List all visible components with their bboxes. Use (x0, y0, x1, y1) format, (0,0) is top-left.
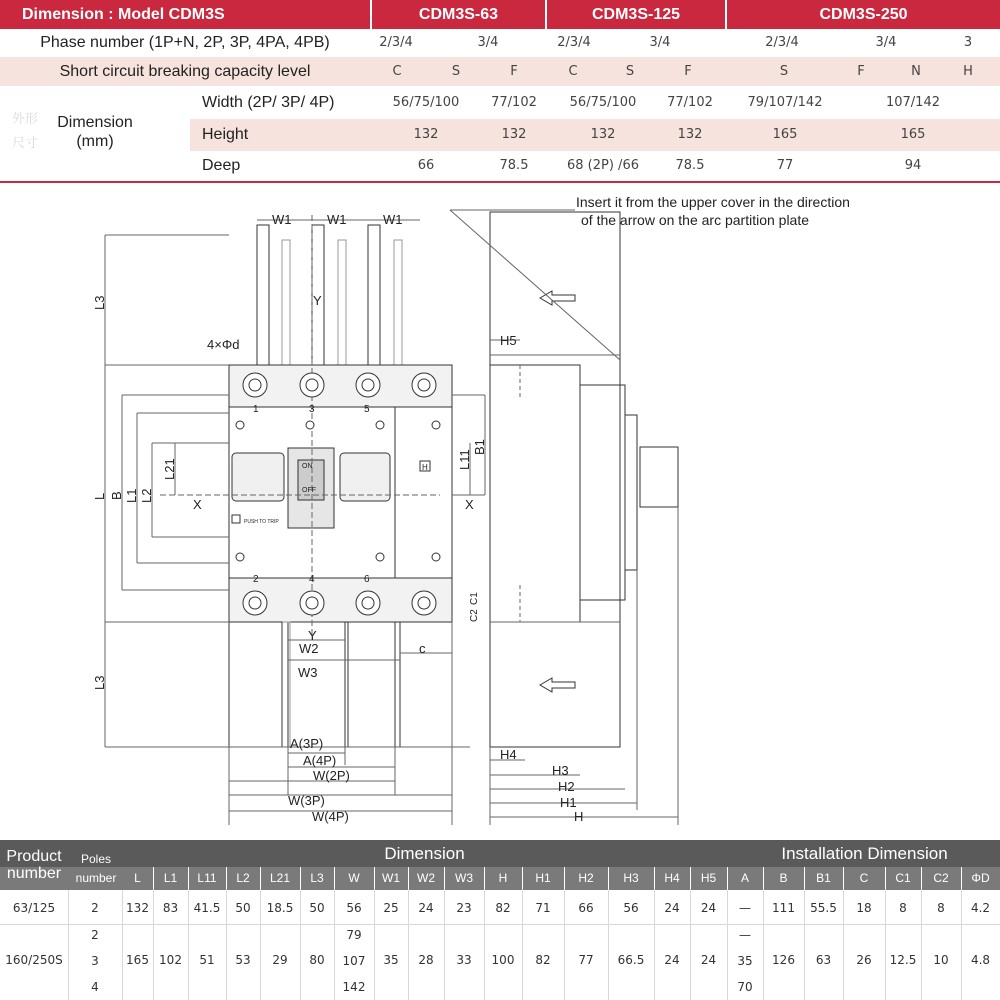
value-cell: 25 (383, 901, 399, 915)
column-header: H2 (578, 871, 594, 885)
value-cell: 4.8 (970, 953, 991, 967)
column-separator (564, 867, 565, 890)
dimension-group-unit: (mm) (76, 133, 114, 150)
value-cell: 12.5 (889, 953, 917, 967)
value-cell: 18.5 (266, 901, 294, 915)
label-l21: L21 (162, 458, 177, 480)
value-cell: 111 (772, 901, 795, 915)
phase-value: 3/4 (477, 35, 499, 50)
handle-on: ON (302, 463, 313, 470)
value-cell: 102 (159, 953, 182, 967)
label-c1: C1 (469, 592, 480, 605)
label-l3-top: L3 (92, 295, 107, 310)
column-separator (300, 867, 301, 890)
phase-value: 3/4 (875, 35, 897, 50)
label-w3p: W(3P) (288, 793, 325, 808)
w-value-cell: 142 (342, 980, 366, 994)
value-cell: 24 (700, 953, 717, 967)
column-header: ΦD (971, 871, 990, 885)
width-row (190, 87, 1000, 118)
column-header: C2 (933, 871, 949, 885)
column-separator (843, 867, 844, 890)
value-cell: 55.5 (810, 901, 837, 915)
width-value: 107/142 (885, 95, 940, 110)
value-cell: 24 (664, 953, 680, 967)
phase-row (0, 29, 1000, 57)
value-cell: 33 (456, 953, 472, 967)
column-separator (804, 867, 805, 890)
value-cell: 165 (126, 953, 149, 967)
phase-value: 3 (963, 35, 973, 50)
product-header-line2: number (6, 865, 62, 882)
value-cell: 56 (346, 901, 362, 915)
value-cell: 66.5 (617, 953, 645, 967)
column-separator (374, 867, 375, 890)
column-header: W3 (455, 871, 473, 885)
height-value: 132 (501, 127, 527, 142)
capacity-value: F (510, 64, 518, 79)
handle-off: OFF (302, 487, 316, 494)
grid-line (0, 924, 1000, 925)
label-l11: L11 (457, 449, 472, 470)
width-value: 77/102 (491, 95, 537, 110)
label-h4: H4 (500, 747, 517, 762)
height-value: 165 (772, 127, 798, 142)
value-cell: 80 (309, 953, 325, 967)
capacity-value: F (684, 64, 692, 79)
top-busbar-3 (368, 225, 380, 368)
phase-value: 2/3/4 (765, 35, 799, 50)
column-header: C (859, 871, 869, 885)
label-y-bottom: Y (308, 628, 317, 643)
label-w3: W3 (298, 665, 318, 680)
poles-cell: 2 (91, 928, 99, 942)
phase-value: 3/4 (649, 35, 671, 50)
label-l3-bottom: L3 (92, 675, 107, 690)
terminal-label: 5 (364, 404, 370, 415)
faint-unit: 尺寸 (11, 135, 38, 150)
model-cdm3s-250: CDM3S-250 (819, 6, 908, 23)
column-separator (921, 867, 922, 890)
column-separator (408, 867, 409, 890)
table-bottom-border (0, 181, 1000, 183)
height-label: Height (202, 126, 249, 143)
technical-drawing (0, 185, 1000, 835)
faint-label: 外形 (11, 111, 38, 126)
value-cell: 4.2 (970, 901, 991, 915)
value-cell: 35 (383, 953, 399, 967)
column-header: W (348, 871, 360, 885)
poles-cell: 3 (91, 954, 99, 968)
terminal-label: 2 (253, 574, 259, 585)
table-header (0, 0, 1000, 29)
capacity-value: H (963, 64, 973, 79)
dimension-group-label: Dimension (57, 114, 133, 131)
column-separator (654, 867, 655, 890)
column-header: L3 (310, 871, 324, 885)
value-cell: 29 (272, 953, 288, 967)
value-cell: 71 (535, 901, 551, 915)
label-w1: W1 (383, 212, 403, 227)
label-b1: B1 (472, 439, 487, 455)
width-value: 77/102 (667, 95, 713, 110)
value-cell: 41.5 (193, 901, 221, 915)
value-cell: 56 (623, 901, 639, 915)
width-value: 79/107/142 (747, 95, 823, 110)
label-w2p: W(2P) (313, 768, 350, 783)
column-header: L11 (197, 871, 217, 885)
top-busbar-1 (257, 225, 269, 368)
deep-value: 68 (2P) /66 (567, 158, 639, 173)
label-l1: L1 (124, 488, 139, 503)
deep-value: 77 (776, 158, 794, 173)
deep-value: 66 (417, 158, 435, 173)
height-value: 132 (677, 127, 703, 142)
value-cell: 66 (578, 901, 594, 915)
note-line-1: Insert it from the upper cover in the direction (576, 194, 850, 210)
value-cell: 10 (933, 953, 949, 967)
value-cell: 82 (495, 901, 511, 915)
terminal-label: 1 (253, 404, 259, 415)
column-header: H4 (664, 871, 680, 885)
column-separator (260, 867, 261, 890)
column-separator (690, 867, 691, 890)
drawing-svg (0, 185, 1000, 835)
label-h1: H1 (560, 795, 577, 810)
capacity-value: S (625, 64, 635, 79)
value-cell: 24 (700, 901, 717, 915)
label-b: B (109, 491, 124, 500)
deep-value: 94 (904, 158, 922, 173)
column-separator (608, 867, 609, 890)
phase-value: 2/3/4 (557, 35, 591, 50)
label-w4p: W(4P) (312, 809, 349, 824)
value-cell: 26 (856, 953, 872, 967)
side-view-body (490, 212, 620, 747)
capacity-label: Short circuit breaking capacity level (59, 63, 311, 80)
table-title: Dimension : Model CDM3S (22, 6, 225, 23)
column-header: H3 (623, 871, 639, 885)
label-w1: W1 (272, 212, 292, 227)
label-l: L (92, 492, 107, 500)
spec-table-header (0, 840, 1000, 867)
column-header: C1 (895, 871, 911, 885)
a-value-cell: 70 (737, 980, 753, 994)
product-header-line1: Product (6, 848, 62, 865)
deep-value: 78.5 (499, 158, 529, 173)
poles-header-line2: number (75, 871, 117, 885)
column-separator (188, 867, 189, 890)
height-value: 165 (900, 127, 926, 142)
label-h: H (574, 809, 584, 824)
label-h5: H5 (500, 333, 517, 348)
capacity-value: C (568, 64, 578, 79)
label-w2: W2 (299, 641, 319, 656)
product-cell: 63/125 (12, 901, 56, 915)
value-cell: 50 (309, 901, 325, 915)
value-cell: 18 (856, 901, 872, 915)
terminal-label: 6 (364, 574, 370, 585)
column-header: L21 (269, 871, 291, 885)
w-value-cell: 79 (346, 928, 362, 942)
column-separator (727, 867, 728, 890)
height-value: 132 (590, 127, 616, 142)
value-cell: 24 (418, 901, 434, 915)
label-hole: 4×Φd (207, 337, 240, 352)
dimension-table (0, 0, 1000, 183)
dimension-header: Dimension (384, 844, 465, 863)
value-cell: 77 (578, 953, 594, 967)
width-value: 56/75/100 (569, 95, 637, 110)
value-cell: 24 (664, 901, 680, 915)
capacity-value: F (857, 64, 865, 79)
label-h2: H2 (558, 779, 575, 794)
column-separator (334, 867, 335, 890)
column-header: H1 (535, 871, 551, 885)
value-cell: — (739, 901, 751, 915)
value-cell: 28 (418, 953, 434, 967)
value-cell: 126 (772, 953, 795, 967)
capacity-value: N (911, 64, 921, 79)
value-cell: 132 (126, 901, 149, 915)
column-header: W1 (382, 871, 400, 885)
height-value: 132 (413, 127, 439, 142)
label-c2: C2 (469, 609, 480, 622)
column-header: H (498, 871, 508, 885)
poles-cell: 4 (91, 980, 99, 994)
column-separator (763, 867, 764, 890)
value-cell: 100 (491, 953, 515, 967)
column-header: L (134, 871, 141, 885)
column-separator (226, 867, 227, 890)
installation-header: Installation Dimension (781, 844, 948, 863)
value-cell: 51 (199, 953, 215, 967)
deep-label: Deep (202, 157, 241, 174)
label-l2: L2 (139, 488, 154, 503)
push-to-trip: PUSH TO TRIP (244, 519, 279, 525)
capacity-value: S (451, 64, 461, 79)
value-cell: 83 (162, 901, 179, 915)
a-value-cell: 35 (737, 954, 753, 968)
column-header: B1 (816, 871, 831, 885)
label-w1: W1 (327, 212, 347, 227)
column-header: H5 (700, 871, 717, 885)
note-line-2: of the arrow on the arc partition plate (581, 212, 810, 228)
value-cell: 8 (937, 901, 945, 915)
model-cdm3s-125: CDM3S-125 (591, 6, 681, 23)
value-cell: 50 (235, 901, 251, 915)
value-cell: 63 (815, 953, 832, 967)
column-separator (885, 867, 886, 890)
terminal-label: 3 (309, 404, 315, 415)
label-x-right: X (465, 497, 474, 512)
label-h3: H3 (552, 763, 569, 778)
spec-table (0, 840, 1000, 1000)
column-separator (444, 867, 445, 890)
width-value: 56/75/100 (392, 95, 460, 110)
value-cell: 8 (899, 901, 907, 915)
terminal-label: 4 (309, 574, 315, 585)
column-header: B (779, 871, 788, 885)
capacity-value: C (392, 64, 402, 79)
w-value-cell: 107 (342, 954, 366, 968)
value-cell: 82 (535, 953, 551, 967)
capacity-row (0, 57, 1000, 86)
column-header: A (740, 871, 749, 885)
column-separator (484, 867, 485, 890)
deep-row (190, 151, 1000, 181)
label-c: c (419, 641, 426, 656)
model-cdm3s-63: CDM3S-63 (418, 6, 499, 23)
spec-table-columns (0, 867, 1000, 890)
label-x-left: X (193, 497, 202, 512)
column-header: L2 (236, 871, 250, 885)
column-separator (153, 867, 154, 890)
capacity-value: S (779, 64, 789, 79)
value-cell: 23 (456, 901, 472, 915)
column-header: L1 (163, 871, 178, 885)
label-a4p: A(4P) (303, 753, 337, 768)
column-header: W2 (417, 871, 435, 885)
width-label: Width (2P/ 3P/ 4P) (202, 94, 335, 111)
deep-value: 78.5 (675, 158, 705, 173)
label-y-top: Y (313, 293, 322, 308)
value-cell: 53 (235, 953, 251, 967)
phase-value: 2/3/4 (379, 35, 413, 50)
a-value-cell: — (739, 928, 751, 942)
poles-header-line1: Poles (80, 852, 112, 866)
h-mark: H (422, 463, 428, 472)
poles-cell: 2 (91, 901, 99, 915)
product-cell: 160/250S (5, 953, 63, 967)
phase-label: Phase number (1P+N, 2P, 3P, 4PA, 4PB) (40, 34, 330, 51)
label-a3p: A(3P) (290, 736, 324, 751)
height-row (190, 119, 1000, 151)
column-separator (522, 867, 523, 890)
column-separator (961, 867, 962, 890)
